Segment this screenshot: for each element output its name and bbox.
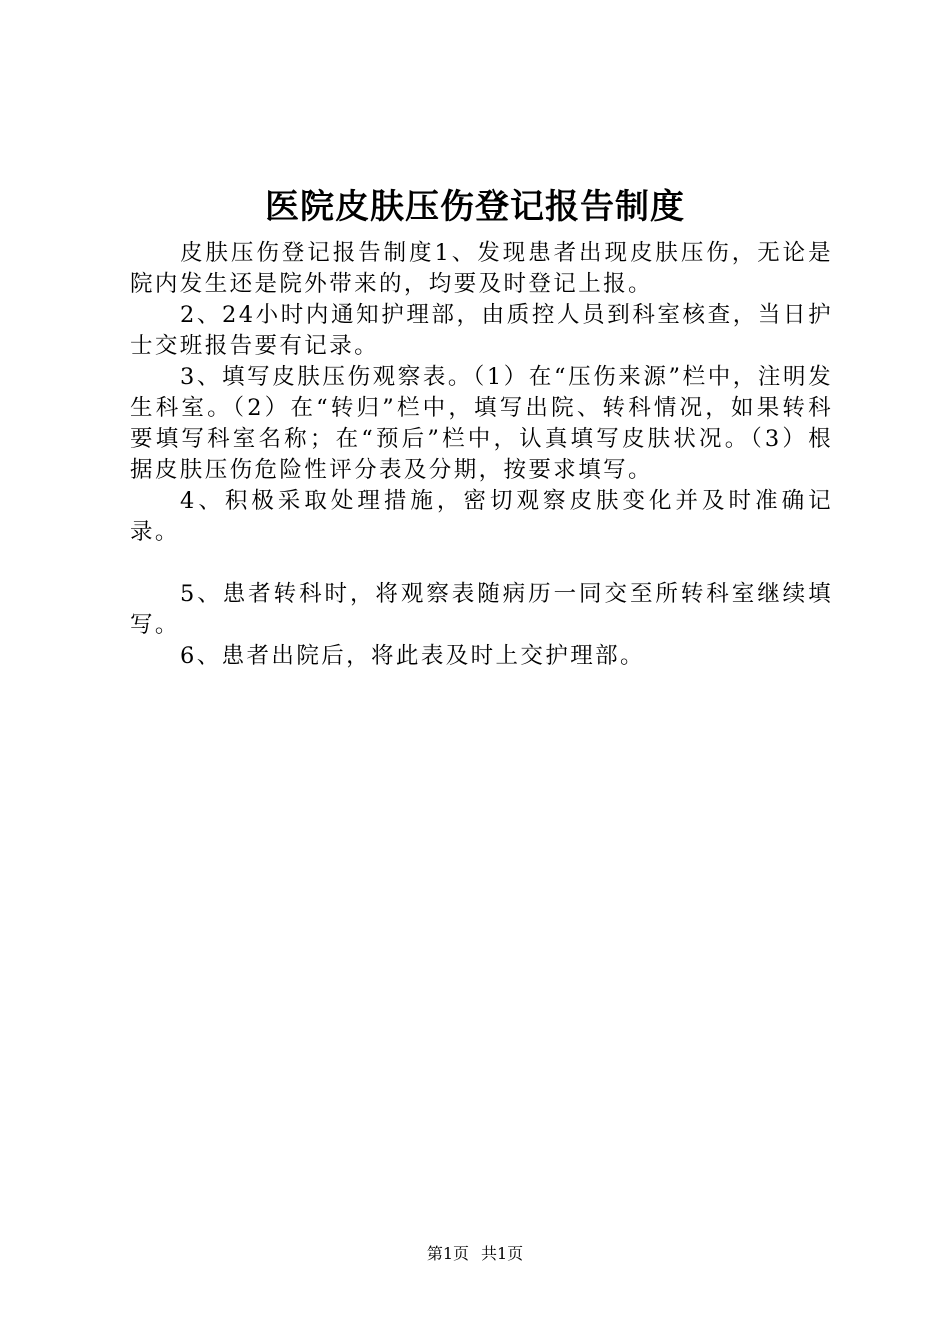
paragraph-1: 皮肤压伤登记报告制度1、发现患者出现皮肤压伤，无论是院内发生还是院外带来的，均要及时登记上报。 bbox=[130, 240, 833, 297]
paragraph-4: 4、积极采取处理措施，密切观察皮肤变化并及时准确记录。 bbox=[130, 488, 833, 545]
paragraph-2: 2、24小时内通知护理部，由质控人员到科室核查，当日护士交班报告要有记录。 bbox=[130, 302, 833, 359]
page-footer bbox=[0, 1242, 950, 1266]
document-title: 医院皮肤压伤登记报告制度 bbox=[265, 187, 685, 227]
paragraph-3: 3、填写皮肤压伤观察表。（1）在“压伤来源”栏中，注明发生科室。（2）在“转归”栏中，填写出院、转科情况，如果转科要填写科室名称；在“预后”栏中，认真填写皮肤状况。（3）根据皮肤压伤危险性评分表及分期，按要求填写。 bbox=[130, 364, 833, 483]
paragraph-spacer bbox=[130, 548, 833, 579]
page-number: 第1页 bbox=[426, 1244, 469, 1263]
page-total: 共1页 bbox=[481, 1244, 524, 1263]
paragraph-6: 6、患者出院后，将此表及时上交护理部。 bbox=[180, 643, 645, 669]
paragraph-5: 5、患者转科时，将观察表随病历一同交至所转科室继续填写。 bbox=[130, 581, 833, 638]
document-body bbox=[130, 238, 833, 672]
